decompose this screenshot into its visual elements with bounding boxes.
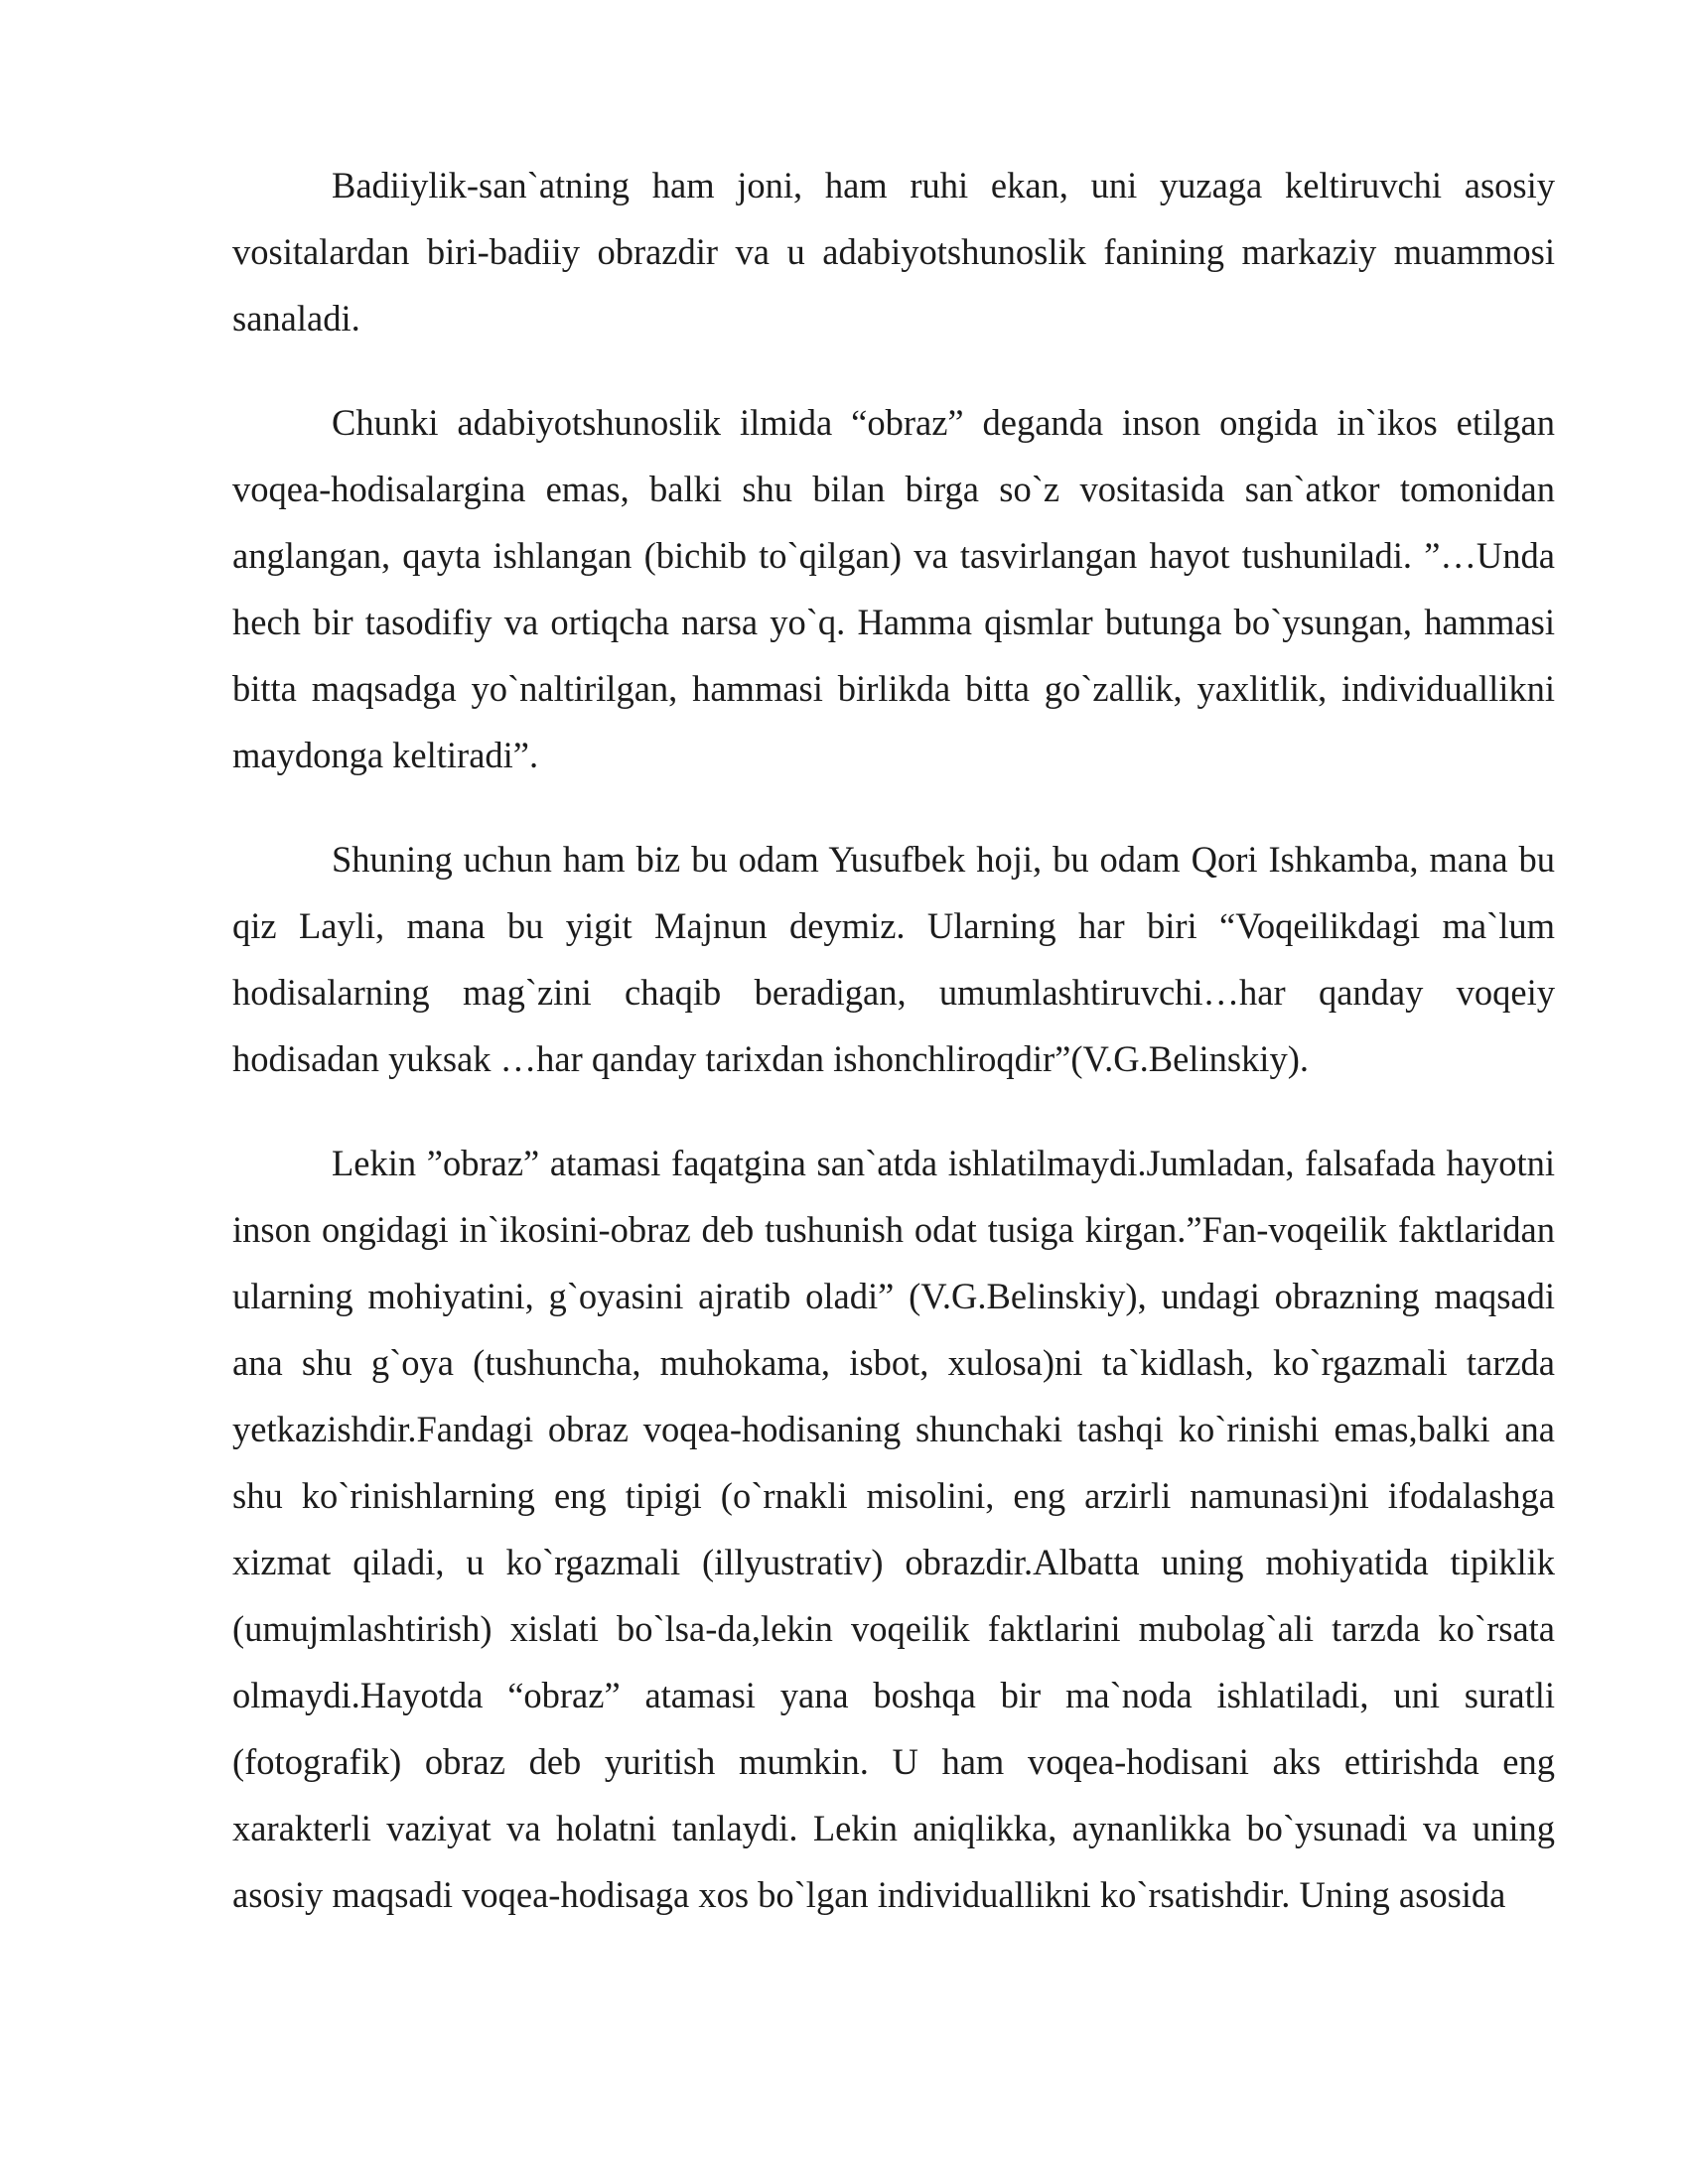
- paragraph-3: Shuning uchun ham biz bu odam Yusufbek hoji, bu odam Qori Ishkamba, mana bu qiz Layli, mana bu yigit Majnun deymiz. Ularning har biri “Voqeilikdagi ma`lum hodisalarning mag`zini chaqib beradigan, umumlashtiruvchi…har qanday voqeiy hodisadan yuksak …har qanday tarixdan ishonchliroqdir”(V.G.Belinskiy).: [232, 839, 1555, 1079]
- paragraph-4: Lekin ”obraz” atamasi faqatgina san`atda ishlatilmaydi.Jumladan, falsafada hayotni inson ongidagi in`ikosini-obraz deb tushunish odat tusiga kirgan.”Fan-voqeilik faktlaridan ularning mohiyatini, g`oyasini ajratib oladi” (V.G.Belinskiy), undagi obrazning maqsadi ana shu g`oya (tushuncha, muhokama, isbot, xulosa)ni ta`kidlash, ko`rgazmali tarzda yetkazishdir.Fandagi obraz voqea-hodisaning shunchaki tashqi ko`rinishi emas,balki ana shu ko`rinishlarning eng tipigi (o`rnakli misolini, eng arzirli namunasi)ni ifodalashga xizmat qiladi, u ko`rgazmali (illyustrativ) obrazdir.Albatta uning mohiyatida tipiklik (umujmlashtirish) xislati bo`lsa-da,lekin voqeilik faktlarini mubolag`ali tarzda ko`rsata olmaydi.Hayotda “obraz” atamasi yana boshqa bir ma`noda ishlatiladi, uni suratli (fotografik) obraz deb yuritish mumkin. U ham voqea-hodisani aks ettirishda eng xarakterli vaziyat va holatni tanlaydi. Lekin aniqlikka, aynanlikka bo`ysunadi va uning asosiy maqsadi voqea-hodisaga xos bo`lgan individuallikni ko`rsatishdir. Uning asosida: [232, 1143, 1555, 1915]
- paragraph-2: Chunki adabiyotshunoslik ilmida “obraz” deganda inson ongida in`ikos etilgan voqea-hodisalargina emas, balki shu bilan birga so`z vositasida san`atkor tomonidan anglangan, qayta ishlangan (bichib to`qilgan) va tasvirlangan hayot tushuniladi. ”…Unda hech bir tasodifiy va ortiqcha narsa yo`q. Hamma qismlar butunga bo`ysungan, hammasi bitta maqsadga yo`naltirilgan, hammasi birlikda bitta go`zallik, yaxlitlik, individuallikni maydonga keltiradi”.: [232, 402, 1555, 775]
- document-body: [232, 152, 1555, 1928]
- paragraph-1: Badiiylik-san`atning ham joni, ham ruhi ekan, uni yuzaga keltiruvchi asosiy vositalardan biri-badiiy obrazdir va u adabiyotshunoslik fanining markaziy muammosi sanaladi.: [232, 165, 1555, 339]
